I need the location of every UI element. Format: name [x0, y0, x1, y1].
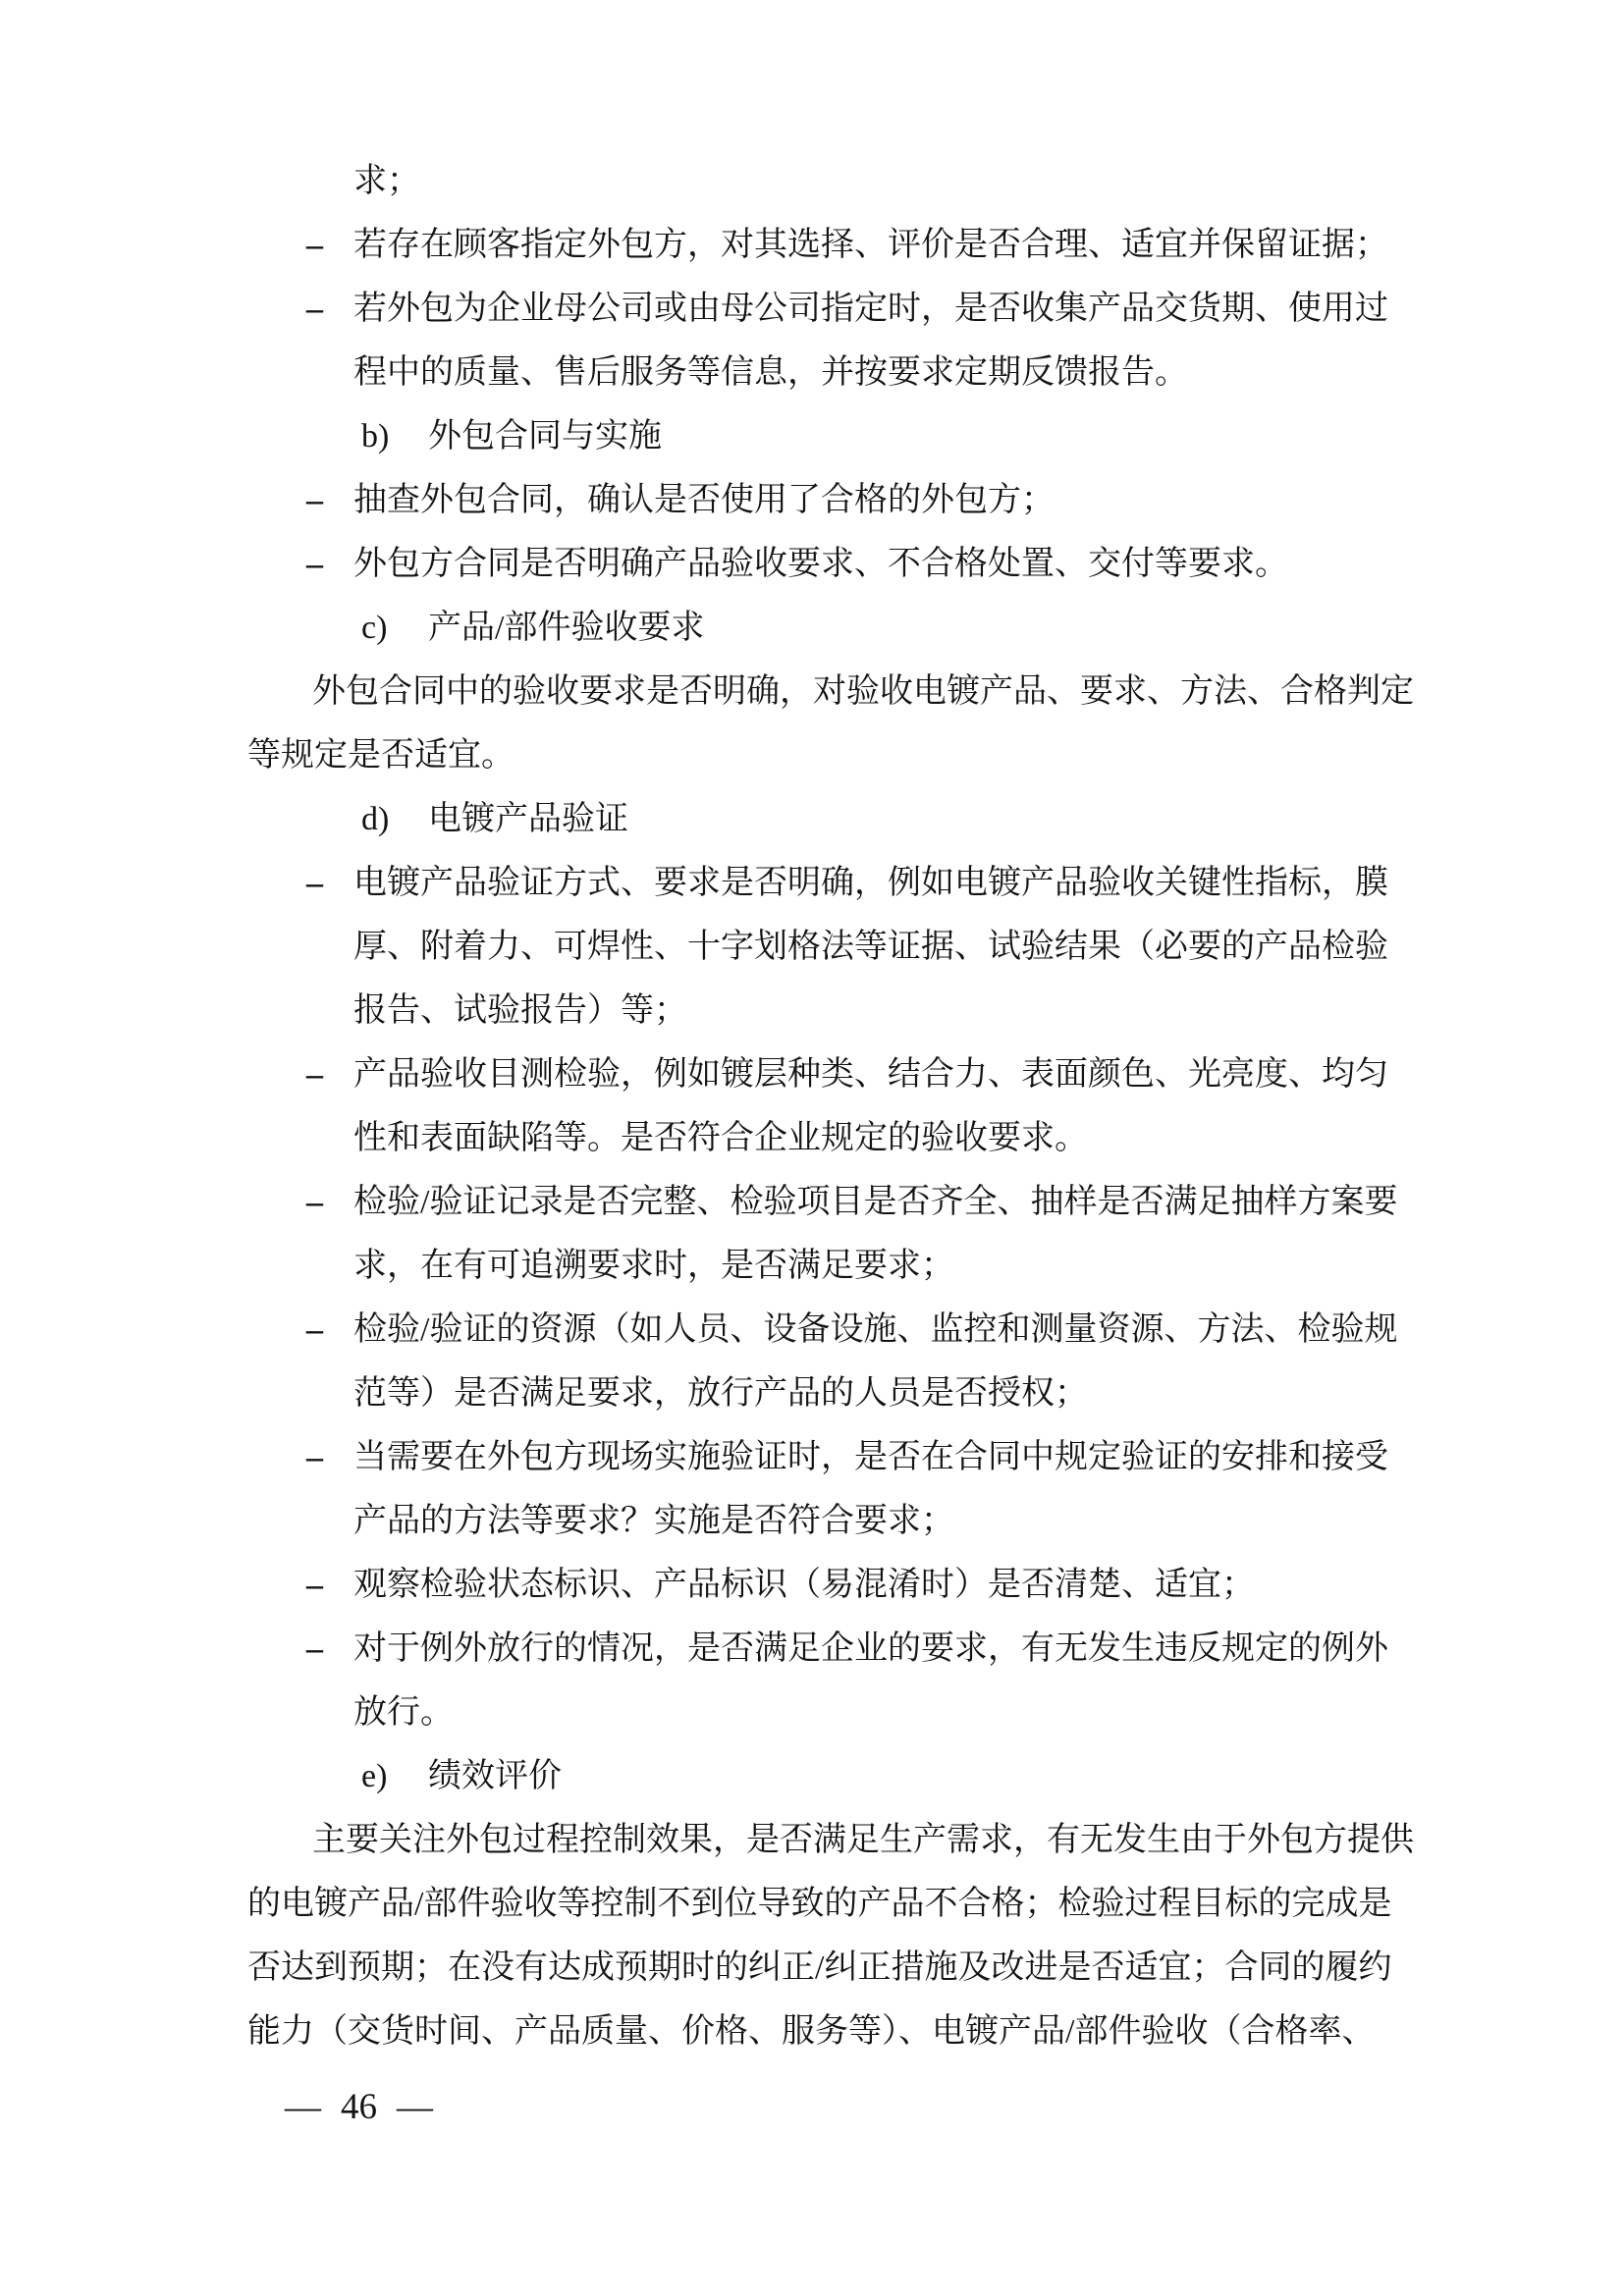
line-text: 的电镀产品/部件验收等控制不到位导致的产品不合格；检验过程目标的完成是: [247, 1886, 1392, 1922]
text-line: [247, 723, 1435, 787]
bullet-dash: –: [306, 1056, 323, 1093]
text-line: [247, 1234, 1435, 1298]
line-text: 若外包为企业母公司或由母公司指定时，是否收集产品交货期、使用过: [353, 291, 1388, 327]
line-text: 抽查外包合同，确认是否使用了合格的外包方；: [353, 482, 1055, 518]
text-line: [247, 404, 1435, 468]
line-text: 外包合同中的验收要求是否明确，对验收电镀产品、要求、方法、合格判定: [312, 673, 1414, 710]
line-text: 检验/验证的资源（如人员、设备设施、监控和测量资源、方法、检验规: [353, 1311, 1398, 1348]
bullet-dash: –: [306, 865, 323, 901]
text-line: [247, 1298, 1435, 1362]
footer-right-dash: —: [397, 2087, 433, 2127]
bullet-dash: –: [306, 227, 323, 263]
text-line: [247, 1042, 1435, 1106]
line-text: 若存在顾客指定外包方，对其选择、评价是否合理、适宜并保留证据；: [353, 227, 1388, 263]
bullet-dash: –: [306, 1311, 323, 1348]
line-text: 产品验收目测检验，例如镀层种类、结合力、表面颜色、光亮度、均匀: [353, 1056, 1388, 1093]
bullet-dash: –: [306, 1184, 323, 1220]
text-line: [247, 1617, 1435, 1681]
list-letter-label: b): [361, 418, 390, 454]
footer-left-dash: —: [285, 2087, 321, 2127]
text-line: [247, 660, 1435, 723]
text-line: [247, 341, 1435, 404]
page-footer: [285, 2075, 433, 2139]
text-line: [247, 468, 1435, 532]
text-line: [247, 1170, 1435, 1234]
line-text: 主要关注外包过程控制效果，是否满足生产需求，有无发生由于外包方提供: [312, 1822, 1414, 1858]
line-text: 当需要在外包方现场实施验证时，是否在合同中规定验证的安排和接受: [353, 1439, 1388, 1475]
bullet-dash: –: [306, 482, 323, 518]
bullet-dash: –: [306, 291, 323, 327]
line-text: 产品/部件验收要求: [428, 610, 705, 646]
list-letter-label: c): [361, 610, 388, 646]
line-text: 求，在有可追溯要求时，是否满足要求；: [353, 1248, 954, 1284]
text-line: [247, 787, 1435, 851]
text-line: [247, 1489, 1435, 1553]
line-text: 等规定是否适宜。: [247, 737, 514, 774]
line-text: 程中的质量、售后服务等信息，并按要求定期反馈报告。: [353, 354, 1188, 391]
bullet-dash: –: [306, 546, 323, 582]
line-text: 厚、附着力、可焊性、十字划格法等证据、试验结果（必要的产品检验: [353, 929, 1388, 965]
bullet-dash: –: [306, 1630, 323, 1667]
text-line: [247, 1936, 1435, 2000]
text-line: [247, 596, 1435, 660]
line-text: 范等）是否满足要求，放行产品的人员是否授权；: [353, 1375, 1088, 1412]
text-line: [247, 851, 1435, 915]
text-line: [247, 1808, 1435, 1872]
line-text: 电镀产品验证方式、要求是否明确，例如电镀产品验收关键性指标，膜: [353, 865, 1388, 901]
list-letter-label: e): [361, 1758, 388, 1794]
line-text: 产品的方法等要求？实施是否符合要求；: [353, 1503, 954, 1539]
text-line: [247, 1744, 1435, 1808]
line-text: 性和表面缺陷等。是否符合企业规定的验收要求。: [353, 1120, 1088, 1156]
text-line: [247, 277, 1435, 341]
text-line: [247, 1681, 1435, 1744]
document-body: [247, 149, 1435, 2063]
line-text: 放行。: [353, 1694, 454, 1731]
line-text: 求；: [353, 163, 420, 199]
text-line: [247, 1425, 1435, 1489]
text-line: [247, 1362, 1435, 1425]
line-text: 观察检验状态标识、产品标识（易混淆时）是否清楚、适宜；: [353, 1567, 1255, 1603]
text-line: [247, 1872, 1435, 1936]
line-text: 检验/验证记录是否完整、检验项目是否齐全、抽样是否满足抽样方案要: [353, 1184, 1398, 1220]
text-line: [247, 915, 1435, 979]
line-text: 外包方合同是否明确产品验收要求、不合格处置、交付等要求。: [353, 546, 1288, 582]
line-text: 绩效评价: [428, 1758, 562, 1794]
line-text: 电镀产品验证: [428, 801, 628, 837]
line-text: 外包合同与实施: [428, 418, 662, 454]
text-line: [247, 149, 1435, 213]
text-line: [247, 2000, 1435, 2063]
text-line: [247, 1553, 1435, 1617]
text-line: [247, 532, 1435, 596]
bullet-dash: –: [306, 1439, 323, 1475]
line-text: 对于例外放行的情况，是否满足企业的要求，有无发生违反规定的例外: [353, 1630, 1388, 1667]
text-line: [247, 979, 1435, 1042]
line-text: 否达到预期；在没有达成预期时的纠正/纠正措施及改进是否适宜；合同的履约: [247, 1949, 1392, 1986]
bullet-dash: –: [306, 1567, 323, 1603]
text-line: [247, 1106, 1435, 1170]
page-number: 46: [341, 2087, 377, 2127]
text-line: [247, 213, 1435, 277]
line-text: 能力（交货时间、产品质量、价格、服务等）、电镀产品/部件验收（合格率、: [247, 2013, 1376, 2050]
list-letter-label: d): [361, 801, 390, 837]
line-text: 报告、试验报告）等；: [353, 992, 687, 1029]
